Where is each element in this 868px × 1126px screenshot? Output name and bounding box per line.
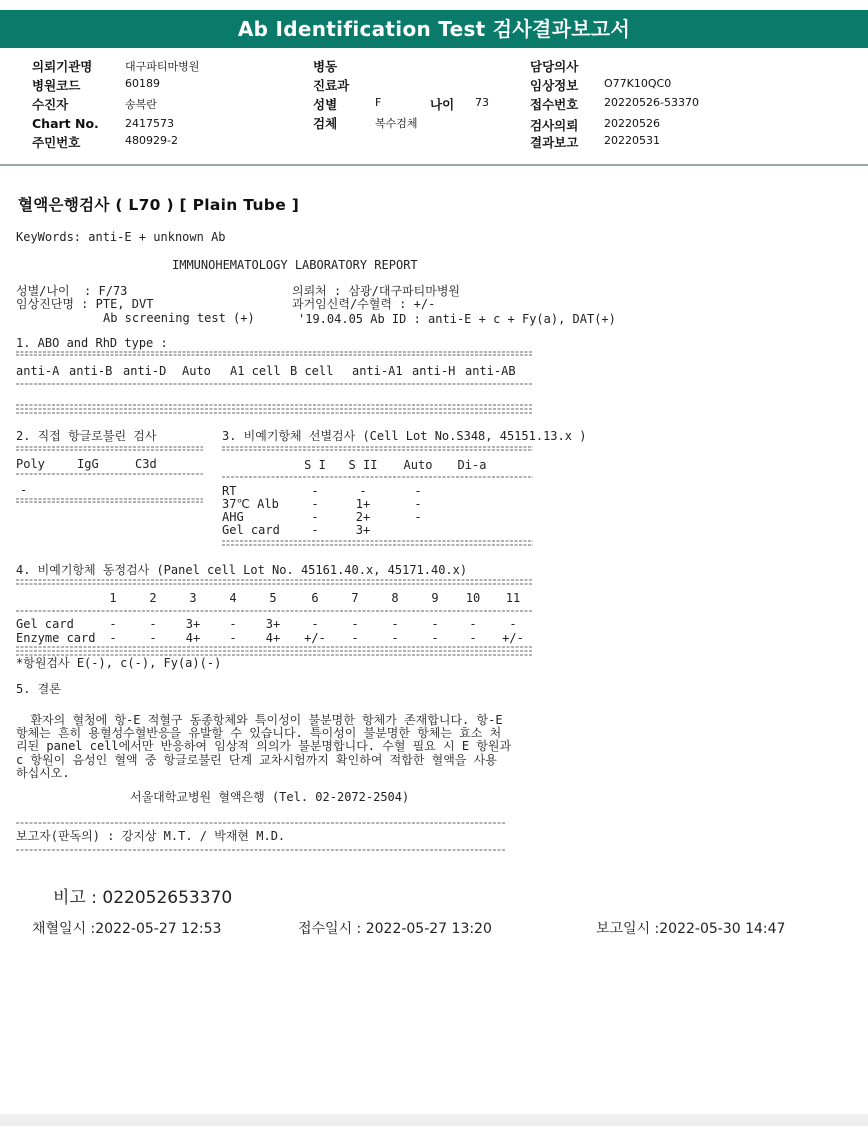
panel-column-header: 10 bbox=[465, 591, 481, 605]
note-label: 비고 : bbox=[53, 888, 103, 908]
field-label: 수진자 bbox=[32, 97, 69, 112]
panel-cell: - bbox=[391, 617, 399, 631]
field-value-hospital-code: 60189 bbox=[125, 77, 160, 90]
panel-cell: - bbox=[229, 631, 237, 645]
panel-cell: - bbox=[229, 617, 237, 631]
page-bottom-strip bbox=[0, 1114, 868, 1126]
field-label: 주민번호 bbox=[32, 135, 81, 150]
reporter: 보고자(판독의) : 강지상 M.T. / 박재현 M.D. bbox=[16, 829, 286, 843]
screening-column-header: S II bbox=[348, 458, 378, 472]
conclusion-line: c 항원이 음성인 혈액 중 항글로불린 단계 교차시험까지 확인하여 적합한 혈액을 사용 bbox=[16, 752, 497, 767]
report-title-bar: Ab Identification Test 검사결과보고서 bbox=[0, 10, 868, 48]
screening-row-label: AHG bbox=[222, 510, 244, 524]
section5-heading: 5. 결론 bbox=[16, 682, 61, 696]
panel-column-header: 6 bbox=[311, 591, 319, 605]
panel-cell: - bbox=[431, 617, 439, 631]
panel-cell: - bbox=[469, 631, 477, 645]
conclusion-line: 리된 panel cell에서만 반응하여 임상적 의의가 불분명합니다. 수혈 필요 시 E 항원과 bbox=[16, 739, 512, 754]
panel-cell: - bbox=[351, 631, 359, 645]
dat-value: - bbox=[20, 483, 28, 497]
screening-cell: - bbox=[359, 484, 367, 498]
abo-column-header: anti-B bbox=[69, 364, 113, 378]
field-label-specimen: 검체 bbox=[313, 116, 338, 131]
field-value-age: 73 bbox=[475, 96, 489, 109]
dat-column-header: C3d bbox=[135, 457, 157, 471]
institution-contact: 서울대학교병원 혈액은행 (Tel. 02-2072-2504) bbox=[130, 790, 410, 804]
section4-heading: 4. 비예기항체 동정검사 (Panel cell Lot No. 45161.40.x, 45171.40.x) bbox=[16, 563, 468, 577]
collection-label: 채혈일시 : bbox=[32, 921, 96, 937]
note-row bbox=[53, 883, 232, 908]
panel-cell: - bbox=[469, 617, 477, 631]
field-value-specimen: 복수검체 bbox=[375, 117, 418, 130]
field-label-report-date: 결과보고 bbox=[530, 135, 579, 150]
panel-column-header: 5 bbox=[269, 591, 277, 605]
panel-column-header: 3 bbox=[189, 591, 197, 605]
field-value-sex: F bbox=[375, 96, 382, 109]
collection-value: 2022-05-27 12:53 bbox=[95, 921, 222, 937]
panel-column-header: 8 bbox=[391, 591, 399, 605]
section2-heading: 2. 직접 항글로불린 검사 bbox=[16, 429, 157, 443]
report-time bbox=[596, 918, 785, 938]
receipt-value: 2022-05-27 13:20 bbox=[365, 921, 492, 937]
field-label-department: 진료과 bbox=[313, 78, 350, 93]
screening-column-header: Di-a bbox=[457, 458, 487, 472]
panel-cell: - bbox=[509, 617, 517, 631]
panel-cell: - bbox=[109, 617, 117, 631]
keywords: KeyWords: anti-E + unknown Ab bbox=[16, 230, 226, 244]
receipt-label: 접수일시 : bbox=[298, 921, 366, 937]
panel-cell: - bbox=[431, 631, 439, 645]
panel-cell: - bbox=[391, 631, 399, 645]
conclusion-line: 항체는 흔히 용혈성수혈반응을 유발할 수 있습니다. 특이성이 불분명한 항체는 효소 처 bbox=[16, 726, 502, 741]
patient-sex-age: 성별/나이 : F/73 bbox=[16, 284, 128, 298]
panel-cell: 4+ bbox=[185, 631, 201, 645]
panel-column-header: 11 bbox=[505, 591, 521, 605]
note-value: 022052653370 bbox=[102, 888, 233, 908]
field-label-request-date: 검사의뢰 bbox=[530, 118, 579, 133]
screening-cell: - bbox=[414, 510, 422, 524]
abo-column-header: anti-H bbox=[412, 364, 456, 378]
field-label-age: 나이 bbox=[430, 97, 455, 112]
screening-column-header: S I bbox=[304, 458, 326, 472]
panel-column-header: 1 bbox=[109, 591, 117, 605]
previous-ab-id: '19.04.05 Ab ID : anti-E + c + Fy(a), DAT(+) bbox=[298, 312, 616, 326]
panel-row-label: Gel card bbox=[16, 617, 74, 631]
field-label: 병원코드 bbox=[32, 78, 81, 93]
clinical-diagnosis: 임상진단명 : PTE, DVT bbox=[16, 297, 154, 311]
abo-column-header: B cell bbox=[290, 364, 334, 378]
panel-cell: 4+ bbox=[265, 631, 281, 645]
lab-report-title: IMMUNOHEMATOLOGY LABORATORY REPORT bbox=[172, 258, 418, 272]
abo-column-header: anti-A1 bbox=[352, 364, 403, 378]
conclusion-line: 환자의 혈청에 항-E 적혈구 동종항체와 특이성이 불분명한 항체가 존재합니다. 항-E bbox=[16, 713, 503, 727]
field-value-chart-no: 2417573 bbox=[125, 117, 174, 130]
abo-column-header: anti-AB bbox=[465, 364, 516, 378]
panel-cell: +/- bbox=[304, 631, 326, 645]
collection-time bbox=[32, 918, 221, 938]
field-value-institution: 대구파티마병원 bbox=[125, 60, 200, 73]
antigen-test-note: *항원검사 E(-), c(-), Fy(a)(-) bbox=[16, 656, 222, 670]
field-label: Chart No. bbox=[32, 116, 99, 131]
screening-cell: - bbox=[311, 510, 319, 524]
section3-heading: 3. 비예기항체 선별검사 (Cell Lot No.S348, 45151.13.x ) bbox=[222, 429, 587, 443]
panel-cell: 3+ bbox=[265, 617, 281, 631]
screening-column-header: Auto bbox=[403, 458, 433, 472]
panel-cell: 3+ bbox=[185, 617, 201, 631]
panel-cell: - bbox=[351, 617, 359, 631]
ab-screening-result: Ab screening test (+) bbox=[103, 311, 255, 325]
panel-cell: - bbox=[149, 631, 157, 645]
screening-cell: - bbox=[414, 484, 422, 498]
field-value-receipt-no: 20220526-53370 bbox=[604, 96, 699, 109]
screening-cell: - bbox=[311, 497, 319, 511]
field-label-receipt-no: 접수번호 bbox=[530, 97, 579, 112]
receipt-time bbox=[298, 918, 492, 938]
panel-column-header: 9 bbox=[431, 591, 439, 605]
panel-column-header: 4 bbox=[229, 591, 237, 605]
panel-column-header: 2 bbox=[149, 591, 157, 605]
dat-column-header: Poly bbox=[16, 457, 45, 471]
screening-row-label: Gel card bbox=[222, 523, 280, 537]
field-label: 의뢰기관명 bbox=[32, 59, 93, 74]
panel-cell: - bbox=[311, 617, 319, 631]
screening-cell: - bbox=[414, 497, 422, 511]
panel-column-header: 7 bbox=[351, 591, 359, 605]
field-value-resident-no: 480929-2 bbox=[125, 134, 178, 147]
screening-cell: 3+ bbox=[355, 523, 371, 537]
screening-row-label: 37℃ Alb bbox=[222, 497, 279, 511]
report-label: 보고일시 : bbox=[596, 921, 660, 937]
abo-column-header: Auto bbox=[182, 364, 211, 378]
field-value-clinical-info: O77K10QC0 bbox=[604, 77, 672, 90]
dat-column-header: IgG bbox=[77, 457, 99, 471]
field-value-patient: 송복란 bbox=[125, 98, 157, 111]
pregnancy-transfusion-history: 과거임신력/수혈력 : +/- bbox=[292, 297, 436, 311]
abo-column-header: anti-A bbox=[16, 364, 60, 378]
abo-column-header: anti-D bbox=[123, 364, 167, 378]
field-label-clinical-info: 임상정보 bbox=[530, 78, 579, 93]
screening-cell: 2+ bbox=[355, 510, 371, 524]
abo-column-header: A1 cell bbox=[230, 364, 281, 378]
screening-cell: 1+ bbox=[355, 497, 371, 511]
screening-cell: - bbox=[311, 523, 319, 537]
screening-cell: - bbox=[311, 484, 319, 498]
panel-cell: - bbox=[149, 617, 157, 631]
field-value-request-date: 20220526 bbox=[604, 117, 660, 130]
field-label-doctor: 담당의사 bbox=[530, 59, 579, 74]
field-value-report-date: 20220531 bbox=[604, 134, 660, 147]
screening-row-label: RT bbox=[222, 484, 237, 498]
field-label-sex: 성별 bbox=[313, 97, 338, 112]
test-title: 혈액은행검사 ( L70 ) [ Plain Tube ] bbox=[18, 196, 300, 214]
panel-cell: - bbox=[109, 631, 117, 645]
field-label-ward: 병동 bbox=[313, 59, 338, 74]
report-value: 2022-05-30 14:47 bbox=[659, 921, 786, 937]
requesting-lab: 의뢰처 : 삼광/대구파티마병원 bbox=[292, 284, 461, 298]
panel-row-label: Enzyme card bbox=[16, 631, 96, 645]
panel-cell: +/- bbox=[502, 631, 524, 645]
conclusion-line: 하십시오. bbox=[16, 765, 70, 780]
section1-heading: 1. ABO and RhD type : bbox=[16, 336, 168, 350]
